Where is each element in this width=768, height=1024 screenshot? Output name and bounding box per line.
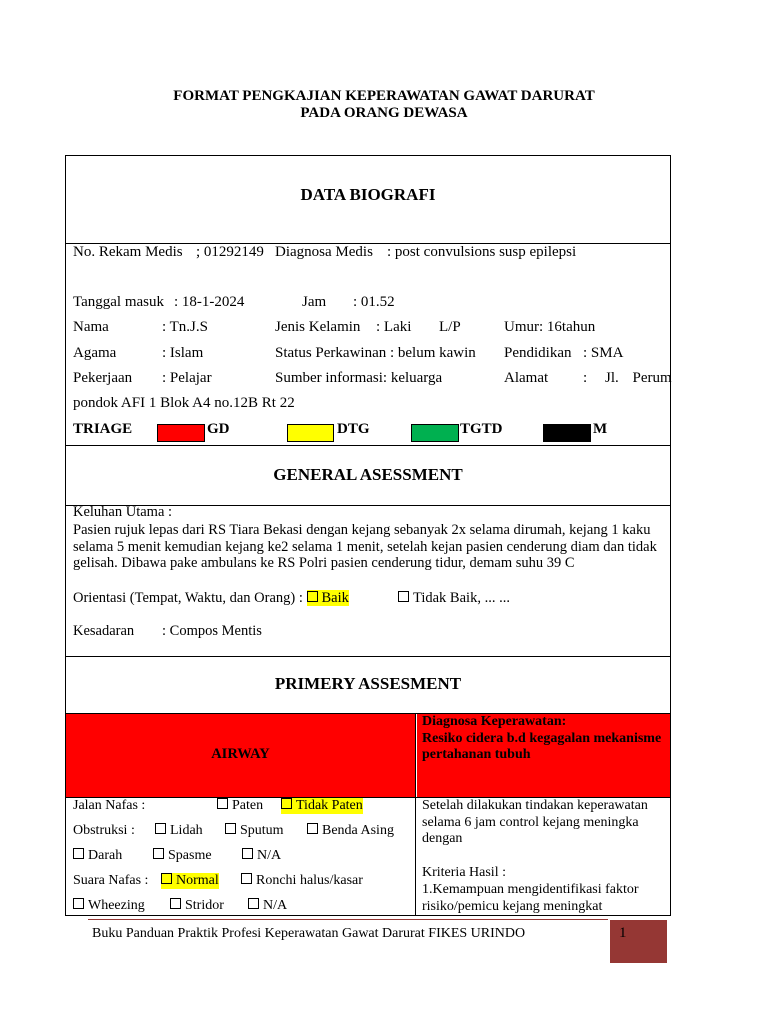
pekerjaan-label: Pekerjaan: [73, 370, 133, 386]
obstruksi-label: Obstruksi :: [73, 823, 135, 838]
airway-label: AIRWAY: [211, 746, 270, 762]
triage-code-tgtd: TGTD: [460, 421, 503, 437]
alamat-continued: pondok AFI 1 Blok A4 no.12B Rt 22: [73, 395, 295, 411]
document-title-line2: PADA ORANG DEWASA: [300, 105, 468, 121]
jenis-kelamin-value: : Laki: [376, 319, 412, 335]
alamat-value: Jl. Perum: [605, 370, 672, 386]
rm-label: No. Rekam Medis: [73, 244, 183, 260]
triage-label: TRIAGE: [73, 421, 133, 437]
checkbox-icon: [307, 591, 318, 602]
jalan-nafas-option-paten[interactable]: Paten: [217, 798, 263, 814]
obstruksi-option-darah[interactable]: Darah: [73, 848, 122, 864]
tanggal-masuk-label: Tanggal masuk: [73, 294, 165, 310]
orientasi-field: [73, 590, 349, 607]
orientasi-option-baik[interactable]: Baik: [307, 590, 349, 606]
triage-code-gd: GD: [207, 421, 230, 437]
page-number-badge: [610, 920, 667, 963]
diagnosa-title: Diagnosa Keperawatan:: [422, 714, 567, 729]
intervensi-text: Setelah dilakukan tindakan keperawatan selama 6 jam control kejang meningka dengan: [422, 798, 648, 847]
suara-nafas-option-wheezing[interactable]: Wheezing: [73, 898, 145, 914]
checkbox-icon: [398, 591, 409, 602]
row-divider: [65, 656, 671, 657]
keluhan-utama-text: Pasien rujuk lepas dari RS Tiara Bekasi dengan kejang sebanyak 2x selama dirumah, kejang 1 kaku selama 5 menit kemudian kejang ke2 selama 1 menit, setelah kejan pasien cenderung diam dan tidak gelisah. Dibawa pake ambulans ke RS Polri pasien cenderung tidur, demam suhu 39 C: [73, 522, 657, 572]
nama-label: Nama: [73, 319, 109, 335]
alamat-colon: :: [583, 370, 588, 386]
orientasi-option-tidak-baik[interactable]: Tidak Baik, ... ...: [398, 590, 510, 607]
suara-nafas-option-normal[interactable]: Normal: [161, 873, 219, 889]
suara-nafas-option-stridor[interactable]: Stridor: [170, 898, 224, 914]
document-title-line1: FORMAT PENGKAJIAN KEPERAWATAN GAWAT DARURAT: [173, 88, 595, 104]
column-divider: [415, 713, 416, 915]
rm-value: ; 01292149: [196, 244, 264, 260]
orientasi-label: Orientasi (Tempat, Waktu, dan Orang) :: [73, 590, 303, 606]
suara-nafas-option-ronchi[interactable]: Ronchi halus/kasar: [241, 873, 363, 889]
jalan-nafas-label: Jalan Nafas :: [73, 798, 146, 813]
checkbox-icon: [242, 848, 253, 859]
checkbox-icon: [155, 823, 166, 834]
checkbox-icon: [73, 848, 84, 859]
alamat-label: Alamat: [504, 370, 549, 386]
tanggal-masuk-value: : 18-1-2024: [174, 294, 245, 310]
table-border-top: [65, 155, 671, 156]
checkbox-icon: [225, 823, 236, 834]
triage-swatch-dtg: [287, 424, 334, 442]
triage-swatch-gd: [157, 424, 205, 442]
status-perkawinan: Status Perkawinan : belum kawin: [275, 345, 476, 361]
agama-label: Agama: [73, 345, 117, 361]
row-divider: [65, 445, 671, 446]
table-border-right: [670, 155, 671, 916]
triage-swatch-tgtd: [411, 424, 459, 442]
jalan-nafas-option-tidak-paten[interactable]: Tidak Paten: [281, 798, 363, 814]
suara-nafas-label: Suara Nafas :: [73, 873, 149, 888]
jam-label: Jam: [302, 294, 327, 310]
obstruksi-option-na[interactable]: N/A: [242, 848, 281, 864]
checkbox-icon: [281, 798, 292, 809]
footer-text: Buku Panduan Praktik Profesi Keperawatan Gawat Darurat FIKES URINDO: [92, 926, 526, 941]
kesadaran-label: Kesadaran: [73, 623, 135, 639]
kriteria-hasil-label: Kriteria Hasil :: [422, 865, 506, 880]
jam-value: : 01.52: [353, 294, 395, 310]
section-title-primary: PRIMERY ASSESMENT: [274, 674, 462, 693]
checkbox-icon: [161, 873, 172, 884]
diag-medis-label: Diagnosa Medis: [275, 244, 373, 260]
checkbox-icon: [307, 823, 318, 834]
page-number: 1: [619, 925, 627, 941]
agama-value: : Islam: [162, 345, 204, 361]
triage-code-dtg: DTG: [337, 421, 370, 437]
obstruksi-option-lidah[interactable]: Lidah: [155, 823, 203, 839]
obstruksi-option-benda-asing[interactable]: Benda Asing: [307, 823, 394, 839]
triage-swatch-m: [543, 424, 591, 442]
nama-value: : Tn.J.S: [162, 319, 208, 335]
jenis-kelamin-label: Jenis Kelamin: [275, 319, 361, 335]
section-title-biodata: DATA BIOGRAFI: [300, 185, 436, 204]
kesadaran-value: : Compos Mentis: [162, 623, 262, 639]
sumber-informasi: Sumber informasi: keluarga: [275, 370, 443, 386]
pendidikan-value: : SMA: [583, 345, 624, 361]
jenis-kelamin-lp: L/P: [439, 319, 461, 335]
kriteria-hasil-text: 1.Kemampuan mengidentifikasi faktor risiko/pemicu kejang meningkat: [422, 882, 639, 914]
checkbox-icon: [73, 898, 84, 909]
section-title-general: GENERAL ASESSMENT: [273, 465, 463, 484]
umur: Umur: 16tahun: [504, 319, 596, 335]
obstruksi-option-sputum[interactable]: Sputum: [225, 823, 284, 839]
footer-rule: [88, 919, 608, 920]
table-border-left: [65, 155, 66, 916]
diagnosa-text: Resiko cidera b.d kegagalan mekanisme pertahanan tubuh: [422, 731, 662, 762]
triage-code-m: M: [593, 421, 608, 437]
checkbox-icon: [170, 898, 181, 909]
obstruksi-option-spasme[interactable]: Spasme: [153, 848, 212, 864]
pekerjaan-value: : Pelajar: [162, 370, 212, 386]
diag-medis-value: : post convulsions susp epilepsi: [387, 244, 577, 260]
pendidikan-label: Pendidikan: [504, 345, 572, 361]
checkbox-icon: [217, 798, 228, 809]
checkbox-icon: [248, 898, 259, 909]
keluhan-utama-label: Keluhan Utama :: [73, 504, 173, 520]
checkbox-icon: [241, 873, 252, 884]
suara-nafas-option-na[interactable]: N/A: [248, 898, 287, 914]
checkbox-icon: [153, 848, 164, 859]
